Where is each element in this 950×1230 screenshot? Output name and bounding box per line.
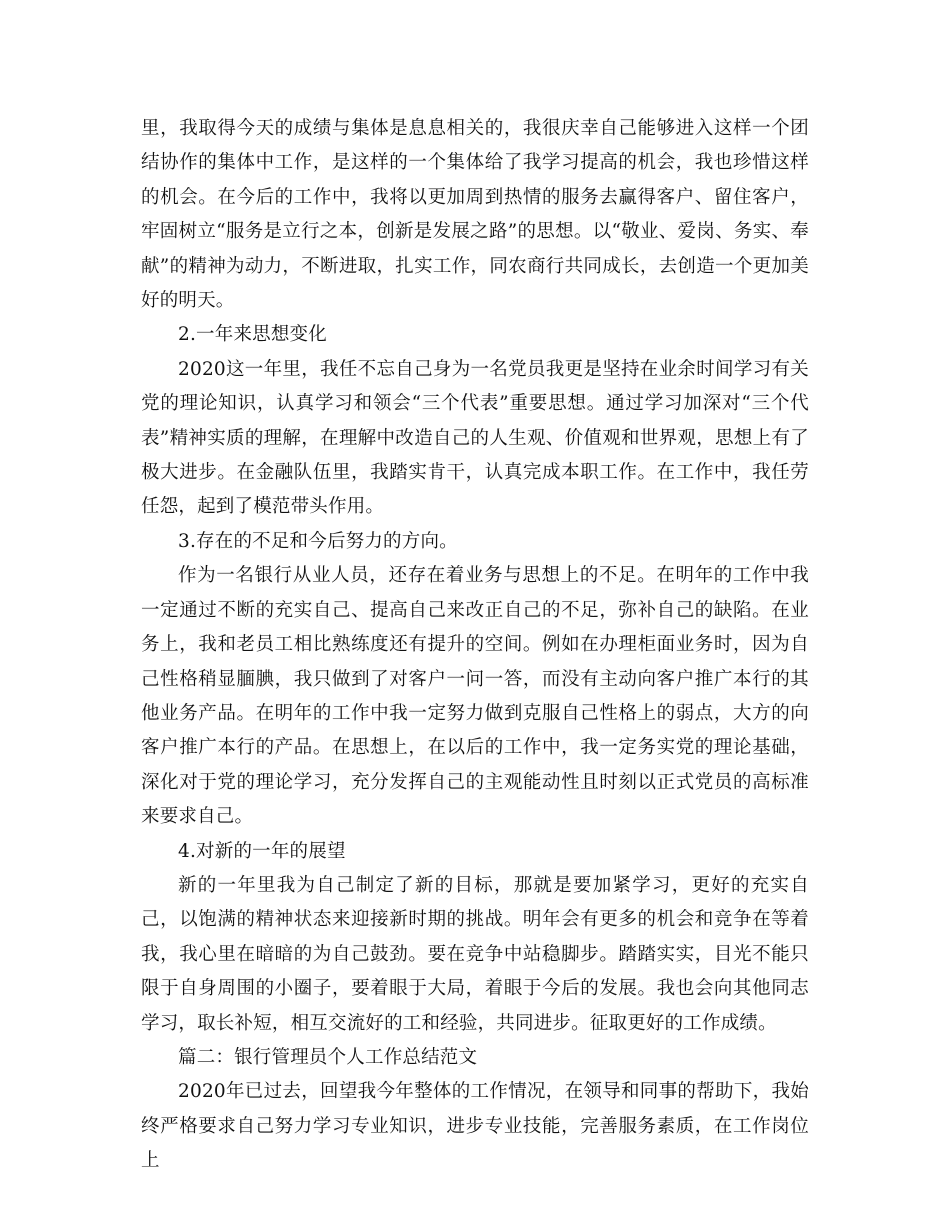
document-page (141, 112, 809, 1179)
section-heading-shortcomings: 3.存在的不足和今后努力的方向。 (178, 530, 458, 552)
paragraph-part-two-intro: 2020年已过去，回望我今年整体的工作情况，在领导和同事的帮助下，我始终严格要求自己努力学习专业知识，进步专业技能，完善服务素质，在工作岗位上 (141, 1081, 809, 1172)
paragraph-thought-changes: 2020这一年里，我任不忘自己身为一名党员我更是坚持在业余时间学习有关党的理论知识，认真学习和领会“三个代表”重要思想。通过学习加深对“三个代表”精神实质的理解，在理解中改造自己的人生观、价值观和世界观，思想上有了极大进步。在金融队伍里，我踏实肯干，认真完成本职工作。在工作中，我任劳任怨，起到了模范带头作用。 (141, 358, 809, 518)
section-heading-thought-changes: 2.一年来思想变化 (178, 324, 327, 346)
section-heading-part-two: 篇二：银行管理员个人工作总结范文 (178, 1046, 478, 1068)
paragraph-outlook: 新的一年里我为自己制定了新的目标，那就是要加紧学习，更好的充实自己，以饱满的精神状态来迎接新时期的挑战。明年会有更多的机会和竞争在等着我，我心里在暗暗的为自己鼓劲。要在竞争中站稳脚步。踏踏实实，目光不能只限于自身周围的小圈子，要着眼于大局，着眼于今后的发展。我也会向其他同志学习，取长补短，相互交流好的工和经验，共同进步。征取更好的工作成绩。 (141, 874, 809, 1034)
section-heading-outlook: 4.对新的一年的展望 (178, 840, 346, 862)
paragraph-shortcomings: 作为一名银行从业人员，还存在着业务与思想上的不足。在明年的工作中我一定通过不断的充实自己、提高自己来改正自己的不足，弥补自己的缺陷。在业务上，我和老员工相比熟练度还有提升的空间。例如在办理柜面业务时，因为自己性格稍显腼腆，我只做到了对客户一问一答，而没有主动向客户推广本行的其他业务产品。在明年的工作中我一定努力做到克服自己性格上的弱点，大方的向客户推广本行的产品。在思想上，在以后的工作中，我一定务实党的理论基础，深化对于党的理论学习，充分发挥自己的主观能动性且时刻以正式党员的高标准来要求自己。 (141, 565, 809, 828)
paragraph-continuation: 里，我取得今天的成绩与集体是息息相关的，我很庆幸自己能够进入这样一个团结协作的集体中工作，是这样的一个集体给了我学习提高的机会，我也珍惜这样的机会。在今后的工作中，我将以更加周到热情的服务去赢得客户、留住客户，牢固树立“服务是立行之本，创新是发展之路”的思想。以“敬业、爱岗、务实、奉献”的精神为动力，不断进取，扎实工作，同农商行共同成长，去创造一个更加美好的明天。 (141, 118, 809, 312)
